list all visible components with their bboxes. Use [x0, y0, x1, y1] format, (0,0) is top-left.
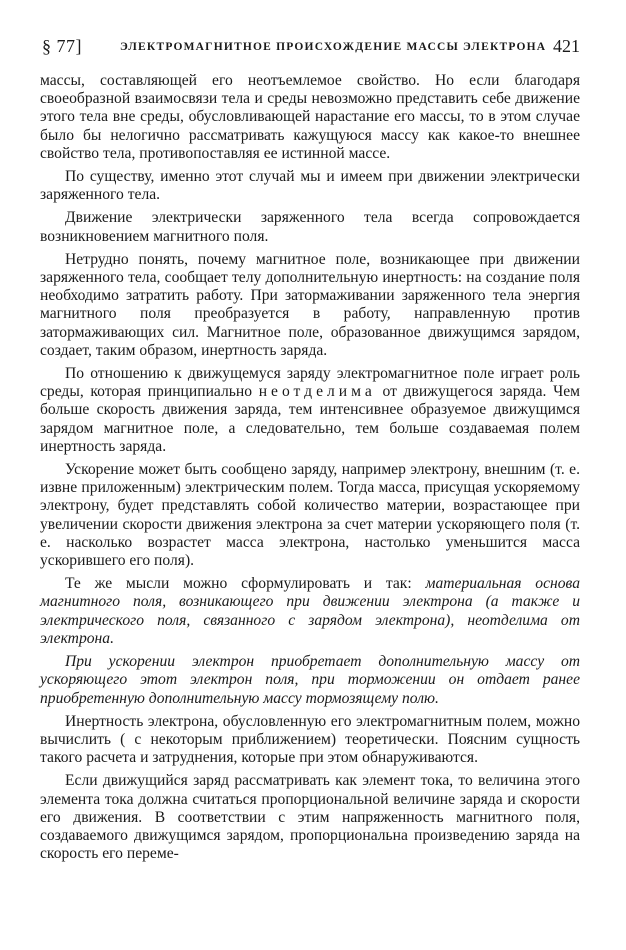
- paragraph: [40, 653, 580, 708]
- emphasized-word: неотделима: [258, 383, 376, 401]
- paragraph-text: По отношению к движущемуся заряду электромагнитное поле играет роль среды, которая принципиально: [40, 365, 580, 401]
- paragraph: Движение электрически заряженного тела всегда сопровождается возникновением магнитного поля.: [40, 209, 580, 245]
- paragraph: По существу, именно этот случай мы и имеем при движении электрически заряженного тела.: [40, 168, 580, 204]
- paragraph: Нетрудно понять, почему магнитное поле, возникающее при движении заряженного тела, сообщает телу дополнительную инертность: на создание поля необходимо затратить работу. При затормаживании заряженного тела энергия магнитного поля преобразуется в работу, направленную против затормаживающих сил. Магнитное поле, образованное движущимся зарядом, создает, таким образом, инертность заряда.: [40, 250, 580, 359]
- page-header: [40, 34, 580, 64]
- paragraph: Инертность электрона, обусловленную его электромагнитным полем, можно вычислить ( с некоторым приближением) теоретически. Поясним сущность такого расчета и затруднения, которые при этом обнаруживаются.: [40, 712, 580, 767]
- body-text: [40, 72, 580, 868]
- paragraph-text: от движущегося заряда. Чем больше скорость движения заряда, тем интенсивнее образуемое движущимся зарядом магнитное поле, а следовательно, тем больше создаваемая полем инертность заряда.: [40, 383, 580, 455]
- page-number: 421: [553, 36, 580, 56]
- paragraph-text: Те же мысли можно сформулировать и так:: [65, 575, 412, 593]
- book-page: [40, 34, 581, 863]
- paragraph: [40, 575, 580, 648]
- italic-statement: При ускорении электрон приобретает дополнительную массу от ускоряющего этот электрон поля, при торможении он отдает ранее приобретенную дополнительную массу тормозящему полю.: [40, 653, 580, 707]
- section-number: § 77]: [42, 36, 82, 56]
- paragraph: массы, составляющей его неотъемлемое свойство. Но если благодаря своеобразной взаимосвязи тела и среды невозможно представить себе движение этого тела вне среды, обусловливающей нарастание его массы, то в этом случае было бы нелогично рассматривать кажущуюся массу как какое-то внешнее свойство тела, противопоставляя ее истинной массе.: [40, 72, 580, 162]
- italic-statement: материальная основа магнитного поля, возникающего при движении электрона (а также и электрического поля, связанного с зарядом электрона), неотделима от электрона.: [40, 575, 581, 647]
- paragraph: [40, 365, 580, 456]
- running-title: ЭЛЕКТРОМАГНИТНОЕ ПРОИСХОЖДЕНИЕ МАССЫ ЭЛЕКТРОНА: [120, 41, 547, 53]
- paragraph: Если движущийся заряд рассматривать как элемент тока, то величина этого элемента тока должна считаться пропорциональной величине заряда и скорости его движения. В соответствии с этим напряженность магнитного поля, создаваемого движущимся зарядом, пропорциональна произведению заряда на скорость его переме-: [40, 772, 580, 863]
- paragraph: Ускорение может быть сообщено заряду, например электрону, внешним (т. е. извне приложенным) электрическим полем. Тогда масса, присущая ускоряемому электрону, будет представлять собой количество материи, возрастающее при увеличении скорости движения электрона за счет материи ускоряющего поля (т. е. насколько возрастет масса электрона, настолько уменьшится масса ускорившего его поля).: [40, 461, 580, 570]
